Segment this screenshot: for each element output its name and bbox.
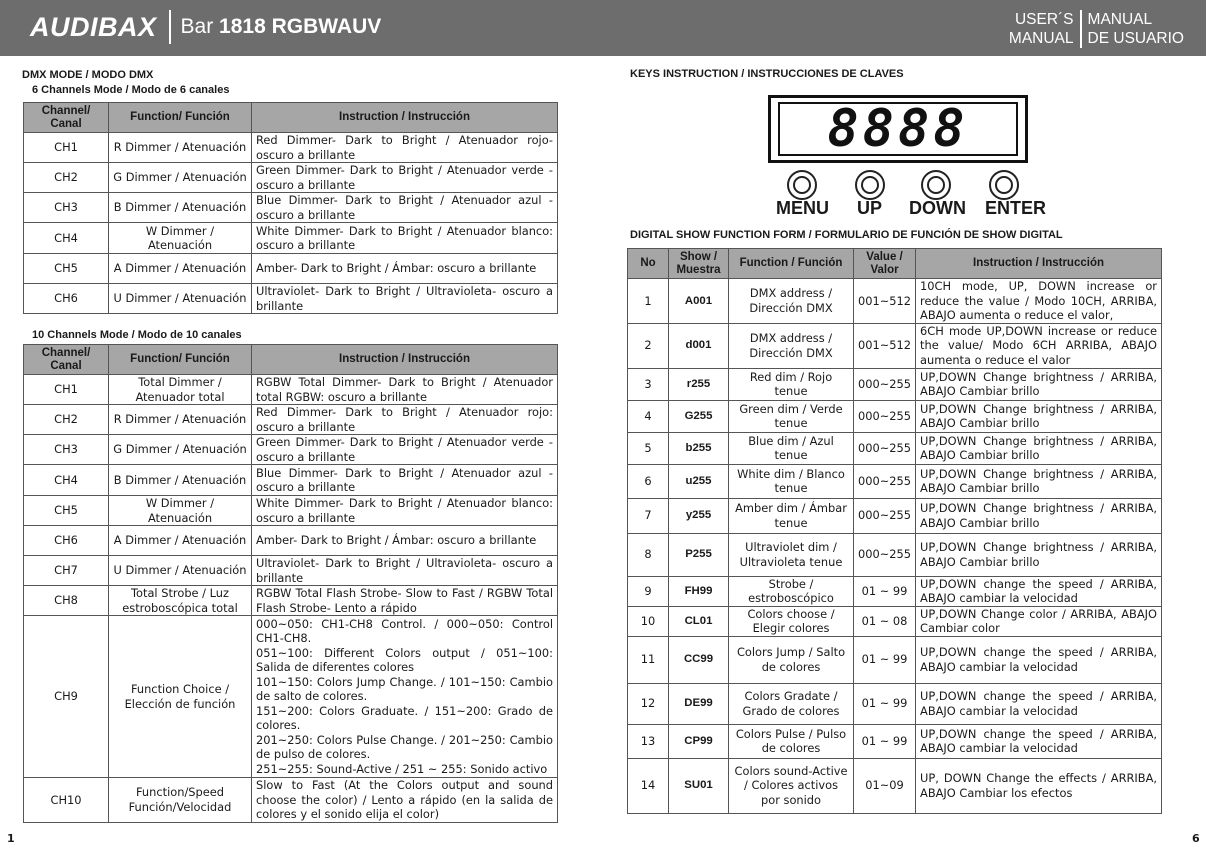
table-row	[24, 284, 558, 314]
col-header-instruction: Instruction / Instrucción	[252, 345, 558, 375]
audibax-logo: AUDIBAX	[30, 11, 157, 42]
show-code-cell: CP99	[669, 724, 729, 758]
col-header-value: Value / Valor	[854, 249, 916, 279]
instruction-cell: UP,DOWN Change color / ARRIBA, ABAJO Cambiar color	[916, 606, 1162, 636]
table-row	[628, 606, 1162, 636]
table-row	[24, 616, 558, 778]
no-cell: 1	[628, 279, 669, 324]
no-cell: 9	[628, 576, 669, 606]
no-cell: 4	[628, 400, 669, 432]
instruction-cell: UP,DOWN change the speed / ARRIBA, ABAJO cambiar la velocidad	[916, 724, 1162, 758]
table-row	[628, 400, 1162, 432]
brand	[30, 10, 381, 44]
channel-cell: CH1	[24, 133, 109, 163]
function-cell: G Dimmer / Atenuación	[109, 435, 252, 465]
show-code-cell: DE99	[669, 683, 729, 724]
instruction-cell: Green Dimmer- Dark to Bright / Atenuador verde - oscuro a brillante	[252, 163, 558, 193]
function-cell: Strobe / estroboscópico	[729, 576, 854, 606]
value-cell: 01~09	[854, 758, 916, 813]
table-row	[24, 133, 558, 163]
function-cell: DMX address / Dirección DMX	[729, 323, 854, 368]
channel-cell: CH2	[24, 163, 109, 193]
instruction-cell: UP, DOWN Change the effects / ARRIBA, ABAJO Cambiar los efectos	[916, 758, 1162, 813]
table-row	[628, 432, 1162, 464]
function-cell: B Dimmer / Atenuación	[109, 465, 252, 496]
manual-es-line1: MANUAL	[1008, 30, 1074, 47]
instruction-cell: Blue Dimmer- Dark to Bright / Atenuador azul - oscuro a brillante	[252, 193, 558, 223]
show-code-cell: P255	[669, 533, 729, 576]
instruction-cell: Red Dimmer- Dark to Bright / Atenuador rojo- oscuro a brillante	[252, 133, 558, 163]
no-cell: 6	[628, 464, 669, 498]
channel-cell: CH3	[24, 435, 109, 465]
function-cell: Colors Gradate / Grado de colores	[729, 683, 854, 724]
instruction-cell: UP,DOWN change the speed / ARRIBA, ABAJO cambiar la velocidad	[916, 636, 1162, 683]
col-header-instruction: Instruction / Instrucción	[252, 103, 558, 133]
instruction-cell: RGBW Total Dimmer- Dark to Bright / Atenuador total RGBW: oscuro a brillante	[252, 375, 558, 405]
channel-cell: CH9	[24, 616, 109, 778]
enter-key-icon[interactable]	[989, 170, 1019, 200]
channel-cell: CH2	[24, 405, 109, 435]
mode10-table	[23, 344, 558, 823]
function-cell: W Dimmer / Atenuación	[109, 223, 252, 254]
value-cell: 001~512	[854, 279, 916, 324]
col-header-function: Function / Función	[729, 249, 854, 279]
no-cell: 8	[628, 533, 669, 576]
col-header-function: Function/ Función	[109, 345, 252, 375]
no-cell: 7	[628, 498, 669, 533]
function-cell: Function/Speed Función/Velocidad	[109, 778, 252, 823]
menu-key-icon[interactable]	[787, 170, 817, 200]
instruction-cell: Amber- Dark to Bright / Ámbar: oscuro a brillante	[252, 526, 558, 556]
led-display	[768, 95, 1028, 163]
value-cell: 000~255	[854, 533, 916, 576]
value-cell: 01 ~ 08	[854, 606, 916, 636]
function-cell: U Dimmer / Atenuación	[109, 284, 252, 314]
display-digits: 8888	[778, 102, 1018, 156]
channel-cell: CH10	[24, 778, 109, 823]
value-cell: 000~255	[854, 368, 916, 400]
instruction-cell: UP,DOWN change the speed / ARRIBA, ABAJO cambiar la velocidad	[916, 683, 1162, 724]
instruction-cell: Slow to Fast (At the Colors output and sound choose the color) / Lento a rápido (en la salida de colores y el sonido elija el color)	[252, 778, 558, 823]
table-row	[24, 778, 558, 823]
table-row	[628, 533, 1162, 576]
show-code-cell: CC99	[669, 636, 729, 683]
table-row	[24, 465, 558, 496]
menu-key-label: MENU	[776, 198, 829, 218]
function-cell: Amber dim / Ámbar tenue	[729, 498, 854, 533]
instruction-cell: Ultraviolet- Dark to Bright / Ultravioleta- oscuro a brillante	[252, 556, 558, 586]
instruction-cell: Green Dimmer- Dark to Bright / Atenuador verde - oscuro a brillante	[252, 435, 558, 465]
instruction-cell: UP,DOWN Change brightness / ARRIBA, ABAJO Cambiar brillo	[916, 464, 1162, 498]
page-number-left: 1	[7, 832, 15, 845]
header-banner	[0, 0, 1206, 56]
col-header-no: No	[628, 249, 669, 279]
channel-cell: CH3	[24, 193, 109, 223]
mode10-title: 10 Channels Mode / Modo de 10 canales	[32, 329, 242, 341]
show-function-table	[627, 248, 1162, 814]
table-row	[628, 279, 1162, 324]
table-row	[24, 496, 558, 526]
table-row	[628, 724, 1162, 758]
table-row	[628, 498, 1162, 533]
instruction-cell: White Dimmer- Dark to Bright / Atenuador blanco: oscuro a brillante	[252, 496, 558, 526]
up-key-icon[interactable]	[855, 170, 885, 200]
col-header-show: Show / Muestra	[669, 249, 729, 279]
table-row	[24, 375, 558, 405]
table-row	[628, 636, 1162, 683]
instruction-cell: UP,DOWN Change brightness / ARRIBA, ABAJO Cambiar brillo	[916, 432, 1162, 464]
instruction-cell: 10CH mode, UP, DOWN increase or reduce the value / Modo 10CH, ARRIBA, ABAJO aumenta o reduce el valor,	[916, 279, 1162, 324]
function-cell: W Dimmer / Atenuación	[109, 496, 252, 526]
down-key-icon[interactable]	[921, 170, 951, 200]
table-row	[24, 223, 558, 254]
value-cell: 01 ~ 99	[854, 636, 916, 683]
product-name: 1818 RGBWAUV	[219, 15, 382, 38]
col-header-function: Function/ Función	[109, 103, 252, 133]
function-cell: B Dimmer / Atenuación	[109, 193, 252, 223]
instruction-cell: UP,DOWN Change brightness / ARRIBA, ABAJO Cambiar brillo	[916, 498, 1162, 533]
show-code-cell: y255	[669, 498, 729, 533]
function-cell: R Dimmer / Atenuación	[109, 405, 252, 435]
value-cell: 001~512	[854, 323, 916, 368]
function-cell: Total Dimmer / Atenuador total	[109, 375, 252, 405]
product-title	[181, 15, 382, 39]
value-cell: 01 ~ 99	[854, 724, 916, 758]
keys-title: KEYS INSTRUCTION / INSTRUCCIONES DE CLAVES	[630, 68, 904, 80]
instruction-cell: UP,DOWN Change brightness / ARRIBA, ABAJO Cambiar brillo	[916, 368, 1162, 400]
function-cell: DMX address / Dirección DMX	[729, 279, 854, 324]
col-header-channel: Channel/ Canal	[24, 103, 109, 133]
channel-cell: CH8	[24, 586, 109, 616]
show-code-cell: r255	[669, 368, 729, 400]
instruction-cell: UP,DOWN Change brightness / ARRIBA, ABAJO Cambiar brillo	[916, 533, 1162, 576]
brand-divider	[169, 10, 171, 44]
instruction-cell: 6CH mode UP,DOWN increase or reduce the value/ Modo 6CH ARRIBA, ABAJO aumenta o reduce el valor	[916, 323, 1162, 368]
function-cell: Blue dim / Azul tenue	[729, 432, 854, 464]
instruction-cell: UP,DOWN Change brightness / ARRIBA, ABAJO Cambiar brillo	[916, 400, 1162, 432]
table-row	[628, 323, 1162, 368]
function-cell: Total Strobe / Luz estroboscópica total	[109, 586, 252, 616]
function-cell: Colors sound-Active / Colores activos por sonido	[729, 758, 854, 813]
channel-cell: CH5	[24, 496, 109, 526]
enter-key-label: ENTER	[985, 198, 1047, 218]
col-header-instruction: Instruction / Instrucción	[916, 249, 1162, 279]
channel-cell: CH7	[24, 556, 109, 586]
instruction-cell: 000~050: CH1-CH8 Control. / 000~050: Control CH1-CH8. 051~100: Different Colors output / 051~100: Salida de diferentes colores 101~150: Colors Jump Change. / 101~150: Cambio de salto de colores. 151~200: Colors Graduate. / 151~200: Grado de colores. 201~250: Colors Pulse Change. / 201~250: Cambio de pulso de colores. 251~255: Sound-Active / 251 ~ 255: Sonido activo	[252, 616, 558, 778]
function-cell: Colors choose / Elegir colores	[729, 606, 854, 636]
dmx-mode-title: DMX MODE / MODO DMX	[22, 69, 154, 81]
no-cell: 13	[628, 724, 669, 758]
no-cell: 11	[628, 636, 669, 683]
show-code-cell: b255	[669, 432, 729, 464]
table-row	[628, 683, 1162, 724]
function-cell: U Dimmer / Atenuación	[109, 556, 252, 586]
manual-en-line1: USER´S	[1014, 11, 1074, 28]
instruction-cell: RGBW Total Flash Strobe- Slow to Fast / RGBW Total Flash Strobe- Lento a rápido	[252, 586, 558, 616]
show-code-cell: d001	[669, 323, 729, 368]
channel-cell: CH5	[24, 254, 109, 284]
show-code-cell: CL01	[669, 606, 729, 636]
table-row	[628, 464, 1162, 498]
function-cell: Colors Pulse / Pulso de colores	[729, 724, 854, 758]
instruction-cell: Red Dimmer- Dark to Bright / Atenuador rojo: oscuro a brillante	[252, 405, 558, 435]
function-cell: Colors Jump / Salto de colores	[729, 636, 854, 683]
no-cell: 12	[628, 683, 669, 724]
manual-divider	[1080, 10, 1082, 48]
table-row	[24, 254, 558, 284]
channel-cell: CH4	[24, 465, 109, 496]
no-cell: 10	[628, 606, 669, 636]
manual-label	[1009, 10, 1184, 48]
manual-es-line2: DE USUARIO	[1087, 30, 1184, 47]
value-cell: 01 ~ 99	[854, 576, 916, 606]
table-row	[24, 163, 558, 193]
function-cell: Function Choice / Elección de función	[109, 616, 252, 778]
function-cell: White dim / Blanco tenue	[729, 464, 854, 498]
show-function-title: DIGITAL SHOW FUNCTION FORM / FORMULARIO DE FUNCIÓN DE SHOW DIGITAL	[630, 229, 1063, 241]
page-number-right: 6	[1192, 832, 1200, 845]
product-prefix: Bar	[180, 15, 214, 38]
show-code-cell: SU01	[669, 758, 729, 813]
channel-cell: CH6	[24, 284, 109, 314]
table-row	[628, 758, 1162, 813]
show-code-cell: FH99	[669, 576, 729, 606]
instruction-cell: Blue Dimmer- Dark to Bright / Atenuador azul - oscuro a brillante	[252, 465, 558, 496]
no-cell: 3	[628, 368, 669, 400]
show-code-cell: u255	[669, 464, 729, 498]
function-cell: A Dimmer / Atenuación	[109, 254, 252, 284]
value-cell: 000~255	[854, 498, 916, 533]
function-cell: R Dimmer / Atenuación	[109, 133, 252, 163]
table-row	[24, 405, 558, 435]
show-code-cell: G255	[669, 400, 729, 432]
function-cell: Ultraviolet dim / Ultravioleta tenue	[729, 533, 854, 576]
table-row	[24, 435, 558, 465]
value-cell: 000~255	[854, 464, 916, 498]
table-row	[24, 526, 558, 556]
value-cell: 000~255	[854, 432, 916, 464]
instruction-cell: White Dimmer- Dark to Bright / Atenuador blanco: oscuro a brillante	[252, 223, 558, 254]
no-cell: 14	[628, 758, 669, 813]
function-cell: Green dim / Verde tenue	[729, 400, 854, 432]
instruction-cell: Ultraviolet- Dark to Bright / Ultravioleta- oscuro a brillante	[252, 284, 558, 314]
function-cell: Red dim / Rojo tenue	[729, 368, 854, 400]
channel-cell: CH1	[24, 375, 109, 405]
no-cell: 2	[628, 323, 669, 368]
function-cell: G Dimmer / Atenuación	[109, 163, 252, 193]
up-key-label: UP	[857, 198, 883, 218]
table-row	[628, 368, 1162, 400]
show-code-cell: A001	[669, 279, 729, 324]
function-cell: A Dimmer / Atenuación	[109, 526, 252, 556]
instruction-cell: Amber- Dark to Bright / Ámbar: oscuro a brillante	[252, 254, 558, 284]
table-row	[24, 586, 558, 616]
value-cell: 01 ~ 99	[854, 683, 916, 724]
instruction-cell: UP,DOWN change the speed / ARRIBA, ABAJO cambiar la velocidad	[916, 576, 1162, 606]
channel-cell: CH6	[24, 526, 109, 556]
value-cell: 000~255	[854, 400, 916, 432]
mode6-title: 6 Channels Mode / Modo de 6 canales	[32, 84, 230, 96]
channel-cell: CH4	[24, 223, 109, 254]
col-header-channel: Channel/ Canal	[24, 345, 109, 375]
manual-en-line2: MANUAL	[1087, 11, 1153, 28]
table-row	[24, 193, 558, 223]
no-cell: 5	[628, 432, 669, 464]
mode6-table	[23, 102, 558, 314]
down-key-label: DOWN	[909, 198, 966, 218]
table-row	[628, 576, 1162, 606]
table-row	[24, 556, 558, 586]
